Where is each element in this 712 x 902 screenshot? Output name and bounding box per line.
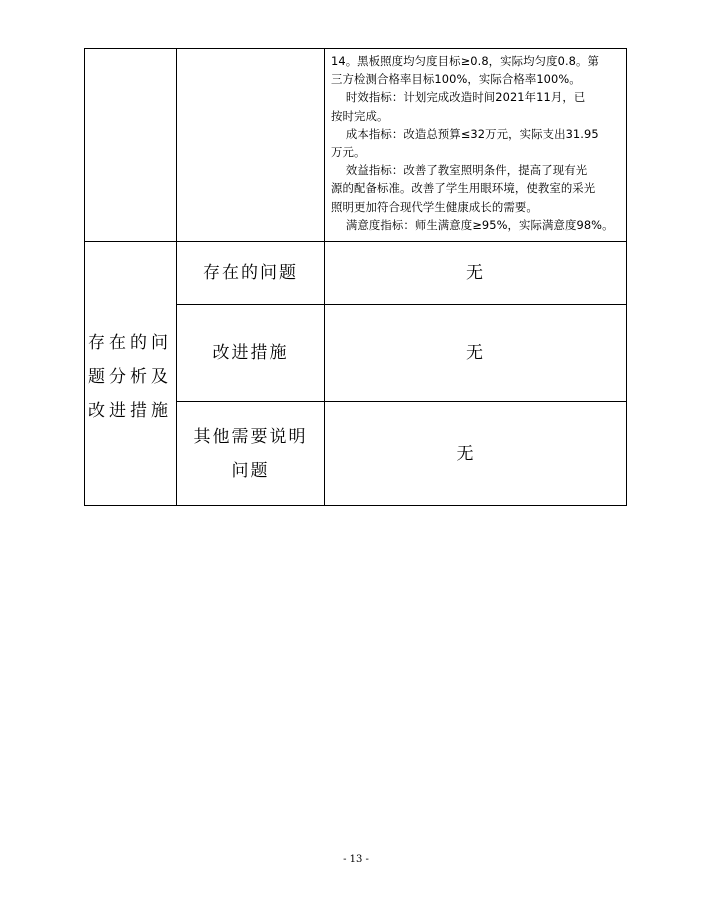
section-title bbox=[88, 326, 172, 428]
text-line: 满意度指标：师生满意度≥95%，实际满意度98%。 bbox=[331, 217, 614, 232]
row-label-text: 其他需要说明 bbox=[193, 426, 308, 447]
row-label-text: 存在的问题 bbox=[203, 263, 298, 283]
text-line: 照明更加符合现代学生健康成长的需要。 bbox=[331, 199, 538, 214]
table-right-border bbox=[626, 48, 627, 506]
page-number: - 13 - bbox=[343, 854, 369, 865]
row-value-text: 无 bbox=[456, 443, 476, 464]
row-label-text: 改进措施 bbox=[212, 343, 289, 363]
row-value-improvement-measures bbox=[325, 305, 626, 401]
text-line: 按时完成。 bbox=[331, 108, 389, 123]
text-line: 源的配备标准。改善了学生用眼环境，使教室的采光 bbox=[331, 181, 596, 196]
text-line: 时效指标：计划完成改造时间2021年11月，已 bbox=[331, 90, 586, 105]
row-value-text: 无 bbox=[466, 343, 485, 363]
section-title-line: 题分析及 bbox=[88, 367, 172, 387]
text-line: 万元。 bbox=[331, 145, 366, 160]
text-line: 14。黑板照度均匀度目标≥0.8，实际均匀度0.8。第 bbox=[331, 54, 600, 68]
row-label-other-issues bbox=[177, 402, 324, 505]
table-left-border bbox=[84, 48, 85, 506]
row-value-other-issues bbox=[325, 402, 607, 505]
row-value-text: 无 bbox=[466, 263, 485, 283]
row-value-existing-problems bbox=[325, 242, 626, 304]
table-bottom-border bbox=[84, 505, 627, 506]
text-line: 成本指标：改造总预算≤32万元，实际支出31.95 bbox=[331, 126, 599, 141]
section-title-line: 改进措施 bbox=[88, 401, 172, 421]
table-top-border bbox=[84, 48, 627, 49]
text-line: 效益指标：改善了教室照明条件，提高了现有光 bbox=[331, 163, 588, 178]
row-label-existing-problems bbox=[177, 242, 324, 304]
performance-indicators-text bbox=[331, 52, 624, 234]
section-title-line: 存在的问 bbox=[88, 333, 172, 353]
row-label-text: 问题 bbox=[231, 460, 270, 481]
text-line: 三方检测合格率目标100%，实际合格率100%。 bbox=[331, 72, 581, 87]
row-label-improvement-measures bbox=[177, 305, 324, 401]
